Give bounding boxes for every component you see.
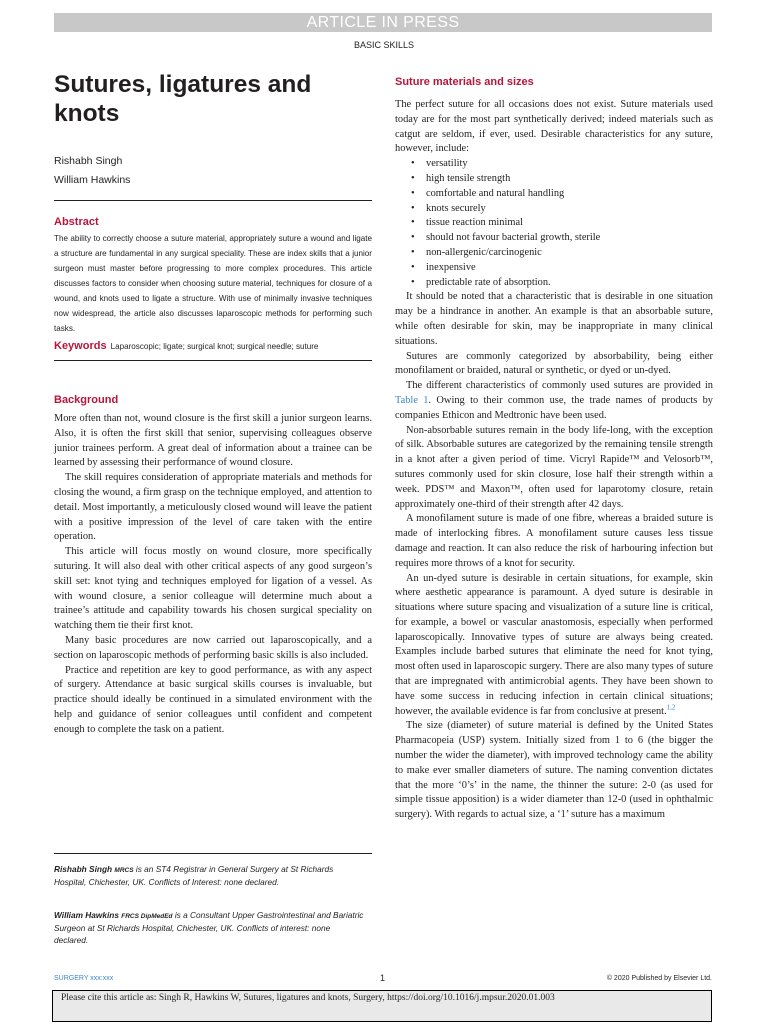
- bio-text: is an ST4 Registrar in General Surgery at St Richards Hospital, Chichester, UK. Conflicts of Interest: none declared.: [54, 864, 334, 887]
- body-paragraph: A monofilament suture is made of one fibre, whereas a braided suture is made of interlocking fibres. A monofilament suture causes less tissue damage and reaction. It can also reduce the risk of harbouring infection but requires more throws of a knot for security.: [395, 513, 713, 569]
- citation-box: [52, 990, 712, 1022]
- divider: [54, 200, 372, 201]
- bio-degrees: MRCS: [114, 867, 134, 874]
- text-run: The different characteristics of commonly used sutures are provided in: [406, 380, 713, 392]
- list-item: • inexpensive: [395, 261, 713, 276]
- list-item: • predictable rate of absorption.: [395, 276, 713, 291]
- abstract-text: The ability to correctly choose a suture material, appropriately suture a wound and ligate a structure are fundamental in any surgical speciality. These are index skills that a junior surgeon must master before progressing to more complex procedures. This article discusses factors to consider when choosing suture material, techniques for closure of a wound, and knots used to ligate a structure. With use of minimally invasive techniques now widespread, the article also discusses laparoscopic methods for performing such tasks.: [54, 234, 372, 333]
- reference-link[interactable]: 1,2: [666, 703, 676, 712]
- background-paragraph: More often than not, wound closure is the first skill a junior surgeon learns. Also, it is often the first skill that senior, supervising colleagues observe junior trainees perform. A great deal of information about a trainee can be learned by assessing their performance of wound closure.: [54, 413, 372, 469]
- author-name: Rishabh Singh: [54, 155, 123, 167]
- background-paragraph: Many basic procedures are now carried out laparoscopically, and a section on laparoscopic methods of performing basic skills is also included.: [54, 634, 372, 661]
- bio-name: Rishabh Singh: [54, 864, 113, 874]
- bio-name: William Hawkins: [54, 910, 119, 920]
- citation-text: Please cite this article as: Singh R, Hawkins W, Sutures, ligatures and knots, Surgery, https://doi.org/10.1016/j.mpsur.2020.01.003: [61, 993, 555, 1003]
- table-1-link[interactable]: Table 1: [395, 394, 429, 406]
- background-body: [54, 412, 372, 738]
- title-line-2: knots: [54, 100, 120, 127]
- body-paragraph: Sutures are commonly categorized by absorbability, being either monofilament or braided, natural or synthetic, or dyed or un-dyed.: [395, 350, 713, 377]
- keywords-label: Keywords: [54, 340, 107, 352]
- right-column: [395, 76, 713, 823]
- body-paragraph: The perfect suture for all occasions does not exist. Suture materials used today are for the most part synthetically derived; indeed materials such as catgut are seldom, if ever, used. Desirable characteristics for any suture, however, include:: [395, 99, 713, 155]
- list-item: • comfortable and natural handling: [395, 187, 713, 202]
- left-column: [54, 70, 372, 738]
- section-tag: BASIC SKILLS: [353, 40, 415, 50]
- body-paragraph: Non-absorbable sutures remain in the body life-long, with the exception of silk. Absorbable sutures are categorized by the remaining tensile strength in a knot after a given period of time. Vicryl Rapide™ and Velosorb™, sutures commonly used for skin closure, lose half their strength within a week. PDS™ and Maxon™, often used for laparotomy closure, retain approximately one-third of their strength after 42 days.: [395, 424, 713, 510]
- text-run: An un-dyed suture is desirable in certain situations, for example, skin where aesthetic appearance is paramount. A dyed suture is desirable in situations where suture spacing and visualization of a suture line is critical, for example, a bowel or vascular anastomosis, especially when performed laparoscopically. Innovative types of suture are always being created. Examples include barbed sutures that eliminate the need for knot tying, most often used in laparoscopic surgery. There are also many types of suture that are impregnated with antimicrobial agents. They have been shown to have some success in reducing infection in certain clinical situations; however, the available evidence is far from conclusive at present.: [395, 572, 713, 717]
- body-paragraph: [395, 572, 713, 720]
- title-line-1: Sutures, ligatures and: [54, 71, 312, 98]
- background-paragraph: The skill requires consideration of appropriate materials and methods for closing the wound, a firm grasp on the technique employed, and attention to detail. Most importantly, a meticulously closed wound will leave the patient with a positive impression of the level of care taken with the entire operation.: [54, 472, 372, 543]
- list-item: • non-allergenic/carcinogenic: [395, 246, 713, 261]
- background-paragraph: Practice and repetition are key to good performance, as with any aspect of surgery. Attendance at basic surgical skills courses is invaluable, but practice should ideally be continued in a simulated environment with the help and guidance of senior colleagues until confident and competent enough to complete the task on a patient.: [54, 664, 372, 735]
- author-list: [54, 152, 372, 190]
- author-name: William Hawkins: [54, 174, 131, 186]
- body-paragraph: It should be noted that a characteristic that is desirable in one situation may be a hindrance in another. An example is that an absorbable suture, while often desirable for skin, may be inappropriate in many clinical situations.: [395, 291, 713, 347]
- keywords: [54, 339, 372, 354]
- author-bio: [54, 910, 364, 946]
- text-run: . Owing to their common use, the trade names of products by companies Ethicon and Medtronic have been used.: [395, 394, 713, 421]
- background-heading: Background: [54, 394, 119, 406]
- page-number: 1: [380, 973, 386, 983]
- body-paragraph: The size (diameter) of suture material is defined by the United States Pharmacopeia (USP) system. Initially sized from 1 to 6 (the bigger the number the wider the diameter), with improved technology came the ability to make ever smaller diameters of suture. The naming convention dictates that the more ‘0’s’ in the name, the thinner the suture: 2-0 (as used for simple tissue apposition) is a wider diameter than 12-0 (used in ophthalmic surgery). With regards to actual size, a ‘1’ suture has a maximum: [395, 720, 713, 821]
- background-paragraph: This article will focus mostly on wound closure, more specifically suturing. It will also deal with other critical aspects of any good surgeon’s skill set: knot tying and techniques employed for ligation of a vessel. As with wound closure, a senior colleague will determine much about a trainee’s attitude and capability towards his chosen surgical speciality on watching them tie their first knot.: [54, 546, 372, 632]
- body-paragraph: [395, 379, 713, 423]
- bio-degrees: FRCS DipMedEd: [121, 913, 173, 920]
- list-item: • should not favour bacterial growth, sterile: [395, 231, 713, 246]
- abstract-heading: Abstract: [54, 216, 99, 228]
- suture-materials-heading: Suture materials and sizes: [395, 76, 534, 88]
- bio-divider: [54, 853, 372, 854]
- list-item: • tissue reaction minimal: [395, 216, 713, 231]
- divider: [54, 360, 372, 361]
- bio-text: is a Consultant Upper Gastrointestinal and Bariatric Surgeon at St Richards Hospital, Chichester, UK. Conflicts of interest: none declared.: [54, 910, 364, 945]
- list-item: • versatility: [395, 157, 713, 172]
- list-item: • high tensile strength: [395, 172, 713, 187]
- suture-materials-body: [395, 98, 713, 823]
- author-bio: [54, 864, 364, 889]
- article-in-press-banner: ARTICLE IN PRESS: [54, 13, 712, 32]
- article-title: [54, 70, 372, 128]
- list-item: • knots securely: [395, 202, 713, 217]
- keywords-list: Laparoscopic; ligate; surgical knot; surgical needle; suture: [110, 342, 319, 351]
- journal-footer[interactable]: SURGERY xxx:xxx: [54, 975, 114, 982]
- copyright-footer: © 2020 Published by Elsevier Ltd.: [606, 975, 712, 982]
- characteristics-list: [395, 157, 713, 290]
